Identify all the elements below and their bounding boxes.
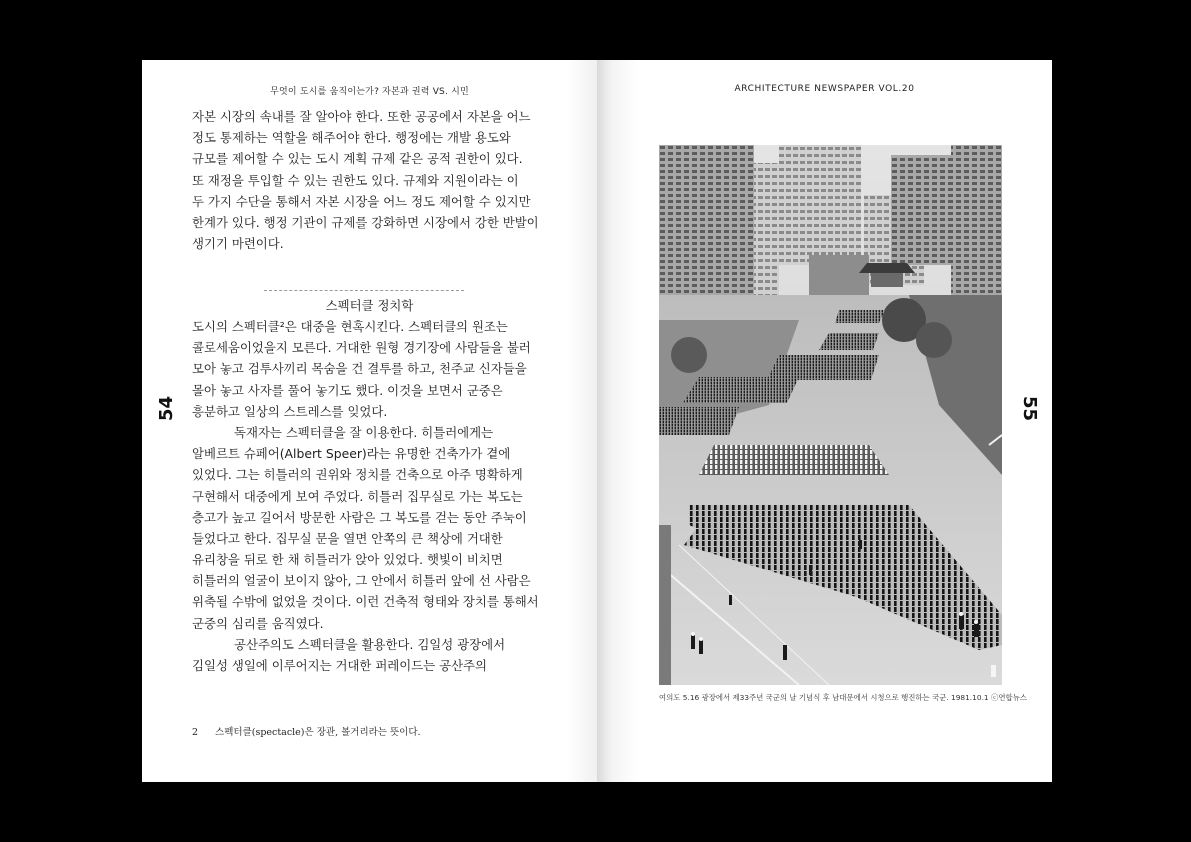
text-line: 규모를 제어할 수 있는 도시 계획 규제 같은 공적 권한이 있다. xyxy=(192,151,523,167)
section-body xyxy=(192,316,542,676)
text-line: 층고가 높고 길어서 방문한 사람은 그 복도를 걷는 동안 주눅이 xyxy=(192,509,527,525)
text-line: 공산주의도 스펙터클을 활용한다. 김일성 광장에서 xyxy=(234,636,506,652)
right-running-head: ARCHITECTURE NEWSPAPER VOL.20 xyxy=(734,84,915,94)
paragraph-capital-market xyxy=(192,106,542,254)
text-line: 들었다고 한다. 집무실 문을 열면 안쪽의 큰 책상에 거대한 xyxy=(192,530,503,546)
text-line: 몰아 놓고 사자를 풀어 놓기도 했다. 이것을 보면서 군중은 xyxy=(192,382,503,398)
text-line: 두 가지 수단을 통해서 자본 시장을 어느 정도 제어할 수 있지만 xyxy=(192,193,531,209)
text-line: 한계가 있다. 행정 기관이 규제를 강화하면 시장에서 강한 반발이 xyxy=(192,214,539,230)
text-line: 독재자는 스펙터클을 잘 이용한다. 히틀러에게는 xyxy=(234,424,494,440)
text-line: 생기기 마련이다. xyxy=(192,236,284,252)
text-line: 유리창을 뒤로 한 채 히틀러가 앉아 있었다. 햇빛이 비치면 xyxy=(192,552,503,568)
text-line: 자본 시장의 속내를 잘 알아야 한다. 또한 공공에서 자본을 어느 xyxy=(192,109,531,124)
footnote-number: 2 xyxy=(192,727,199,738)
right-page xyxy=(597,60,1052,782)
footnote-text: 스펙터클(spectacle)은 장관, 볼거리라는 뜻이다. xyxy=(215,727,421,738)
text-line: 또 재정을 투입할 수 있는 권한도 있다. 규제와 지원이라는 이 xyxy=(192,172,519,188)
text-line: 정도 통제하는 역할을 해주어야 한다. 행정에는 개발 용도와 xyxy=(192,130,511,146)
section-divider xyxy=(264,290,464,291)
text-line: 위축될 수밖에 없었을 것이다. 이런 건축적 형태와 장치를 통해서 xyxy=(192,594,539,610)
text-line: 히틀러의 얼굴이 보이지 않아, 그 안에서 히틀러 앞에 선 사람은 xyxy=(192,573,531,589)
text-line: 구현해서 대중에게 보여 주었다. 히틀러 집무실로 가는 복도는 xyxy=(192,488,523,504)
left-page xyxy=(142,60,597,782)
left-running-head: 무엇이 도시를 움직이는가? 자본과 권력 VS. 시민 xyxy=(270,87,469,97)
text-line: 알베르트 슈페어(Albert Speer)라는 유명한 건축가가 곁에 xyxy=(192,446,511,462)
right-page-number: 55 xyxy=(1019,395,1041,422)
photo-caption: 여의도 5.16 광장에서 제33주년 국군의 날 기념식 후 남대문에서 시청으로 행진하는 국군. 1981.10.1 ⓒ연합뉴스 xyxy=(659,693,1027,702)
text-line: 도시의 스펙터클²은 대중을 현혹시킨다. 스펙터클의 원조는 xyxy=(192,319,508,334)
left-page-number: 54 xyxy=(156,395,178,422)
text-line: 흥분하고 일상의 스트레스를 잊었다. xyxy=(192,403,388,419)
section-title: 스펙터클 정치학 xyxy=(325,298,414,313)
footnote xyxy=(192,724,421,738)
text-line: 있었다. 그는 히틀러의 권위와 정치를 건축으로 아주 명확하게 xyxy=(192,467,523,483)
text-line: 모아 놓고 검투사끼리 목숨을 건 결투를 하고, 천주교 신자들을 xyxy=(192,361,527,377)
parade-photo xyxy=(659,145,1002,685)
text-line: 군중의 심리를 움직였다. xyxy=(192,615,324,631)
text-line: 콜로세움이었을지 모른다. 거대한 원형 경기장에 사람들을 불러 xyxy=(192,340,531,356)
text-line: 김일성 생일에 이루어지는 거대한 퍼레이드는 공산주의 xyxy=(192,658,487,673)
